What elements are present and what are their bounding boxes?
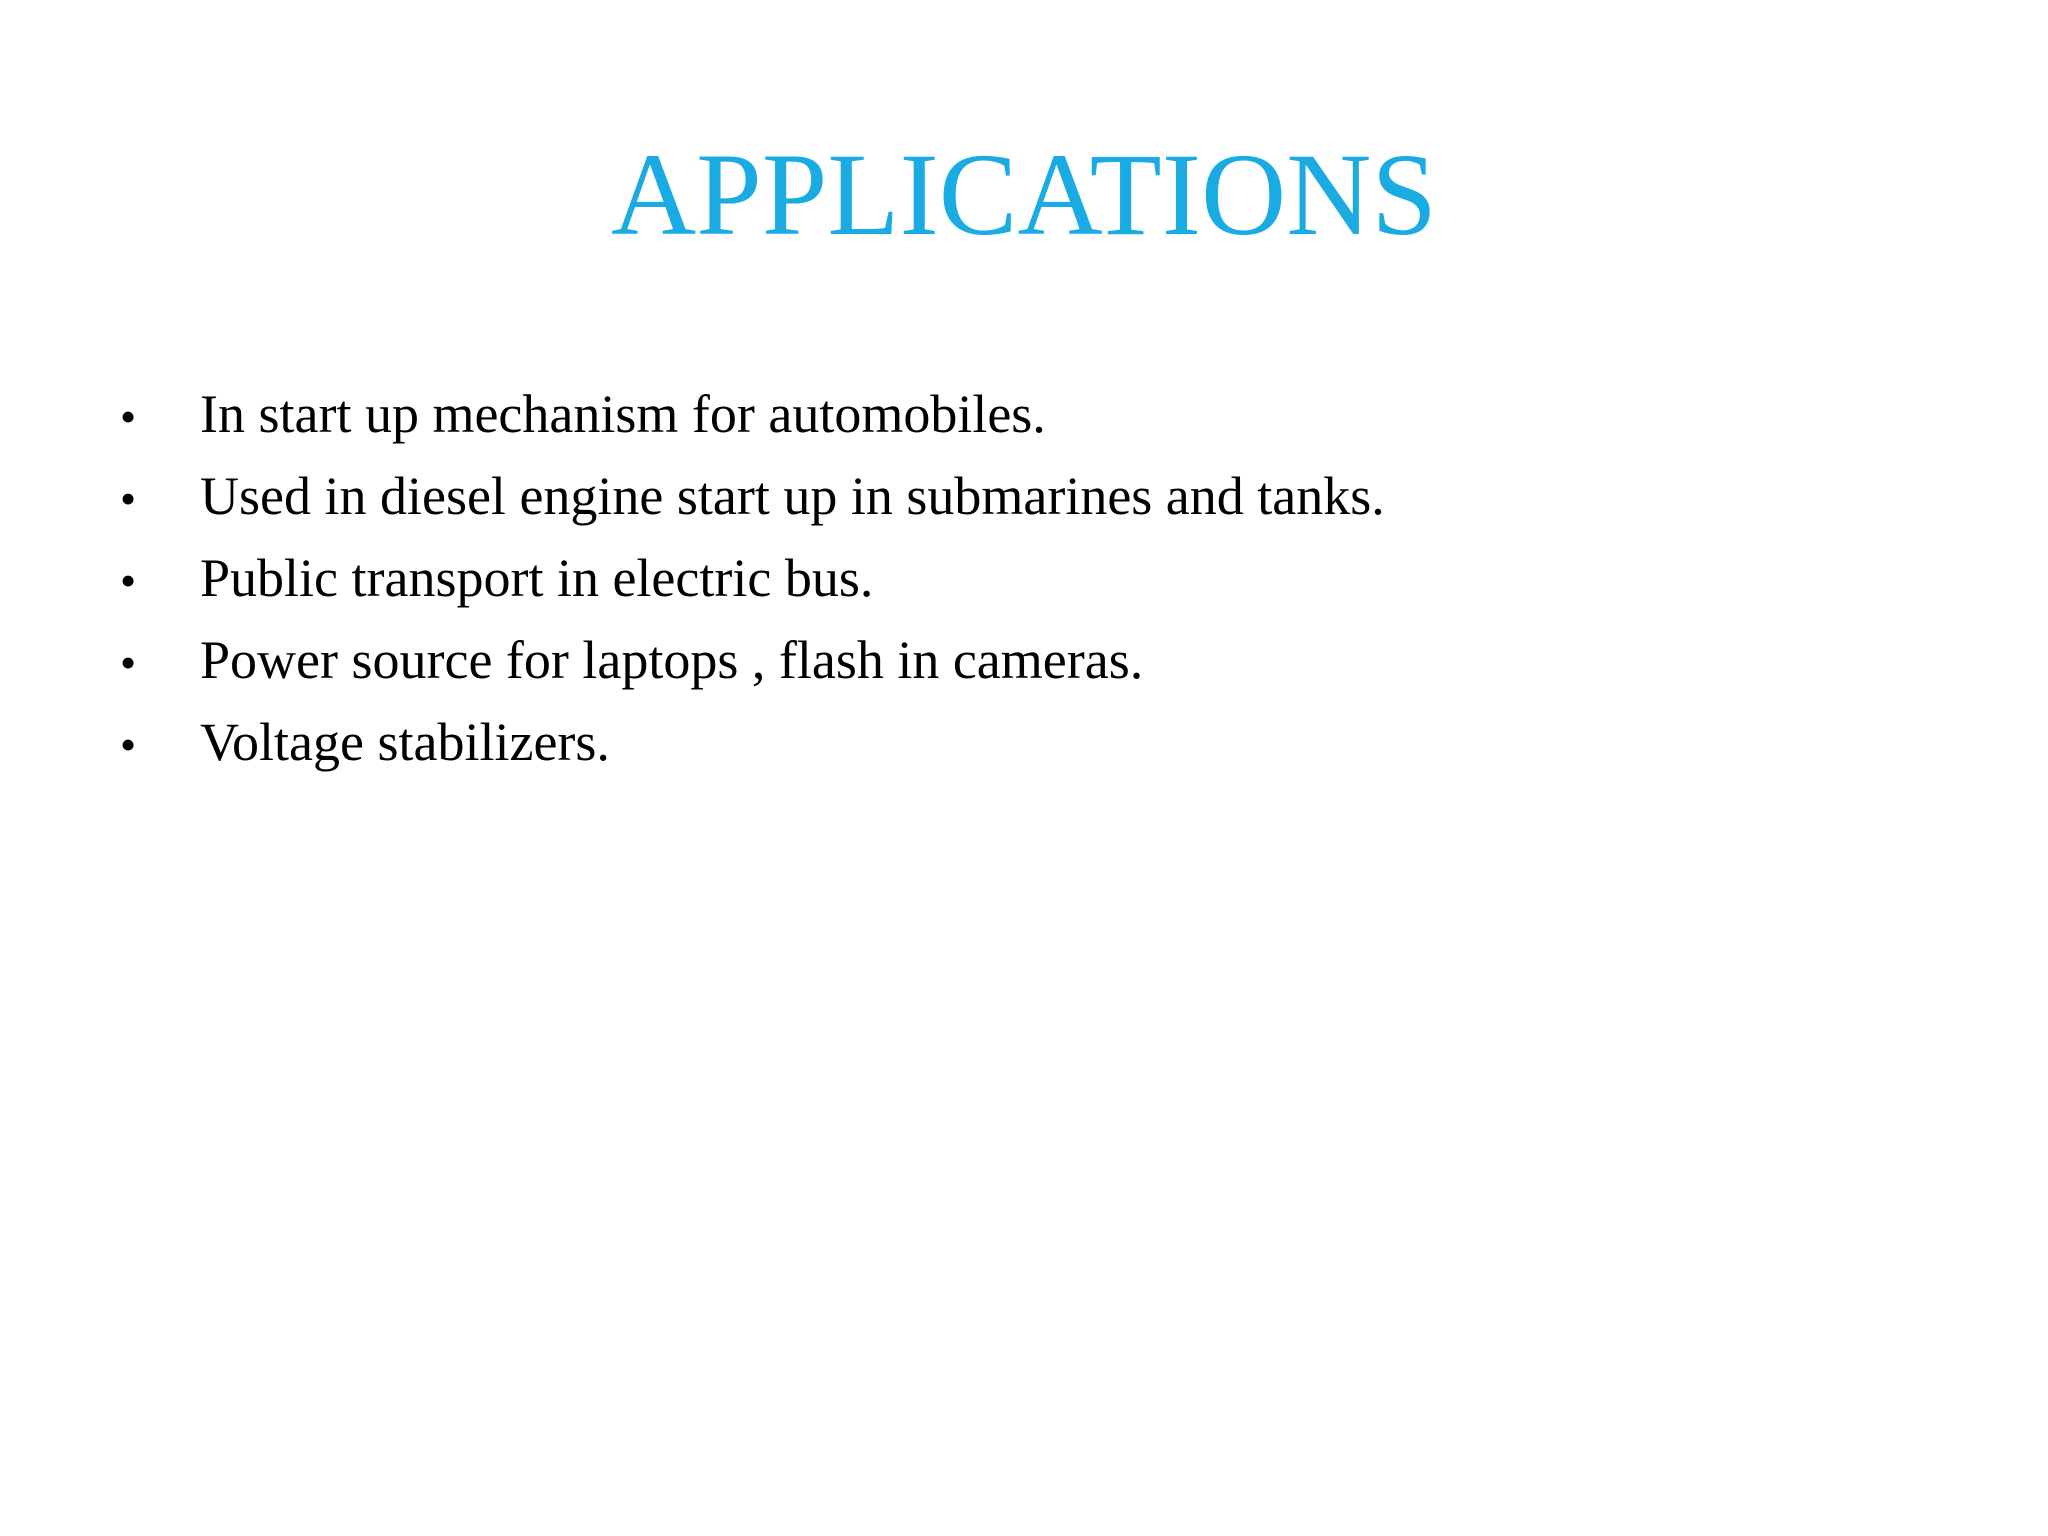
bullet-icon: • xyxy=(120,391,137,442)
bullet-icon: • xyxy=(120,555,137,606)
bullet-text: Public transport in electric bus. xyxy=(200,548,874,608)
slide-title: APPLICATIONS xyxy=(610,129,1438,260)
bullet-icon: • xyxy=(120,637,137,688)
list-item xyxy=(120,373,1970,455)
list-item xyxy=(120,455,1970,537)
list-item xyxy=(120,537,1970,619)
bullet-text: Power source for laptops , flash in cameras. xyxy=(200,630,1144,690)
bullet-text: In start up mechanism for automobiles. xyxy=(200,384,1046,444)
list-item xyxy=(120,701,1970,783)
bullet-icon: • xyxy=(120,719,137,770)
bullet-icon: • xyxy=(120,473,137,524)
list-item xyxy=(120,619,1970,701)
bullet-list xyxy=(120,373,1970,783)
bullet-text: Used in diesel engine start up in submarines and tanks. xyxy=(200,466,1385,526)
bullet-text: Voltage stabilizers. xyxy=(200,712,610,772)
